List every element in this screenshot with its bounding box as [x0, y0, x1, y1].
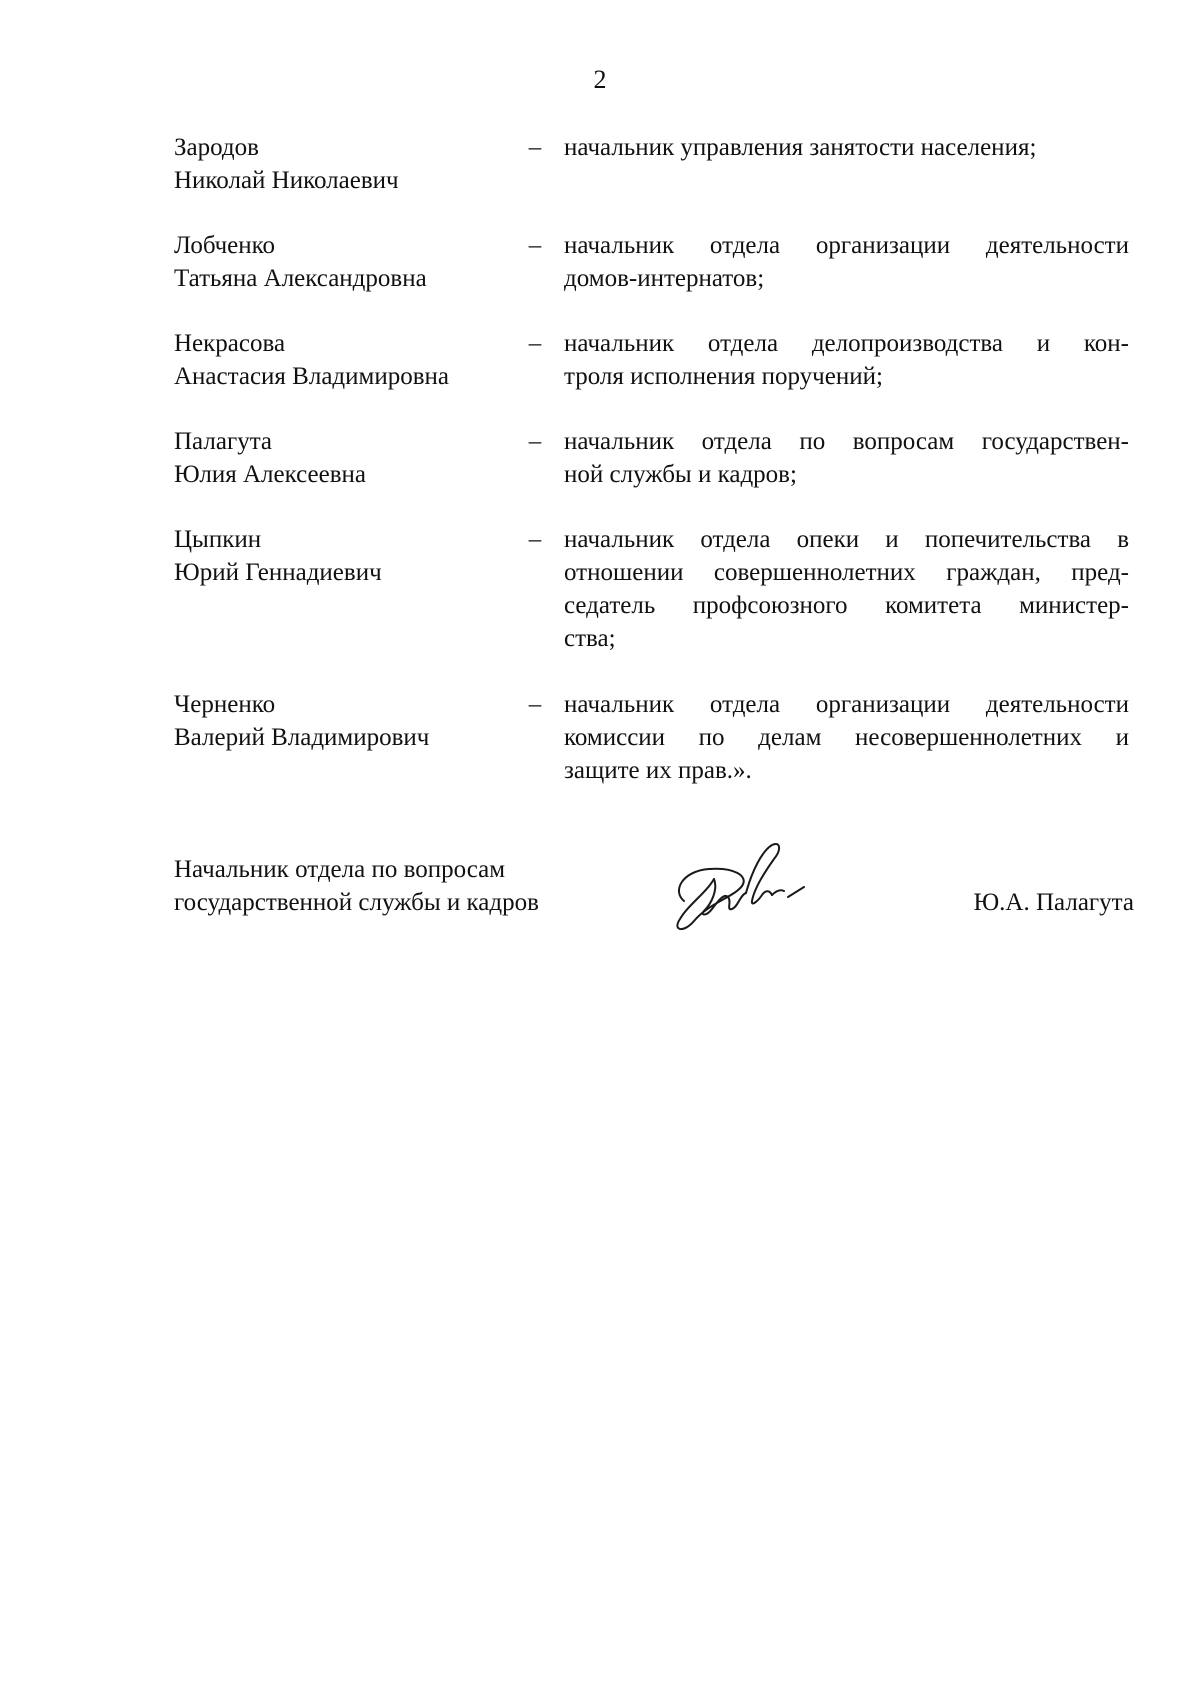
member-position — [564, 229, 1129, 295]
dash: – — [528, 134, 542, 161]
signature-block — [174, 853, 1134, 953]
position-line: домов-интернатов; — [564, 265, 765, 292]
position-line: начальник управления занятости населения; — [564, 134, 1037, 161]
member-surname: Черненко — [174, 691, 276, 718]
position-line: седатель профсоюзного комитета министер- — [564, 592, 1129, 619]
position-line: начальник отдела организации деятельности — [564, 232, 1129, 259]
signatory-title-line: государственной службы и кадров — [174, 889, 539, 916]
member-surname: Цыпкин — [174, 526, 262, 553]
signatory-title-line: Начальник отдела по вопросам — [174, 856, 506, 883]
member-name — [174, 327, 514, 393]
member-name — [174, 523, 514, 589]
position-line: начальник отдела опеки и попечительства в — [564, 526, 1129, 553]
member-given-names: Николай Николаевич — [174, 167, 399, 194]
member-given-names: Анастасия Владимировна — [174, 363, 449, 390]
position-line: начальник отдела делопроизводства и кон- — [564, 330, 1129, 357]
member-given-names: Татьяна Александровна — [174, 265, 427, 292]
position-line: защите их прав.». — [564, 757, 752, 784]
member-position — [564, 131, 1129, 164]
page-number: 2 — [593, 65, 607, 94]
member-given-names: Валерий Владимирович — [174, 724, 430, 751]
member-position — [564, 688, 1129, 787]
member-given-names: Юрий Геннадиевич — [174, 559, 382, 586]
position-line: ной службы и кадров; — [564, 461, 797, 488]
member-name — [174, 131, 514, 197]
member-name — [174, 425, 514, 491]
position-line: троля исполнения поручений; — [564, 363, 883, 390]
handwritten-signature — [654, 831, 814, 941]
signer-name: Ю.А. Палагута — [973, 889, 1134, 916]
dash: – — [528, 232, 542, 259]
dash: – — [528, 526, 542, 553]
member-position — [564, 327, 1129, 393]
position-line: ства; — [564, 625, 616, 652]
member-surname: Зародов — [174, 134, 259, 161]
dash: – — [528, 428, 542, 455]
member-surname: Палагута — [174, 428, 273, 455]
position-line: начальник отдела организации деятельности — [564, 691, 1129, 718]
dash: – — [528, 691, 542, 718]
member-given-names: Юлия Алексеевна — [174, 461, 366, 488]
member-position — [564, 425, 1129, 491]
dash: – — [528, 330, 542, 357]
member-surname: Некрасова — [174, 330, 286, 357]
position-line: комиссии по делам несовершеннолетних и — [564, 724, 1129, 751]
signatory-title — [174, 853, 539, 919]
member-name — [174, 688, 514, 754]
position-line: отношении совершеннолетних граждан, пред- — [564, 559, 1129, 586]
position-line: начальник отдела по вопросам государствен- — [564, 428, 1129, 455]
member-name — [174, 229, 514, 295]
member-position — [564, 523, 1129, 655]
member-surname: Лобченко — [174, 232, 276, 259]
